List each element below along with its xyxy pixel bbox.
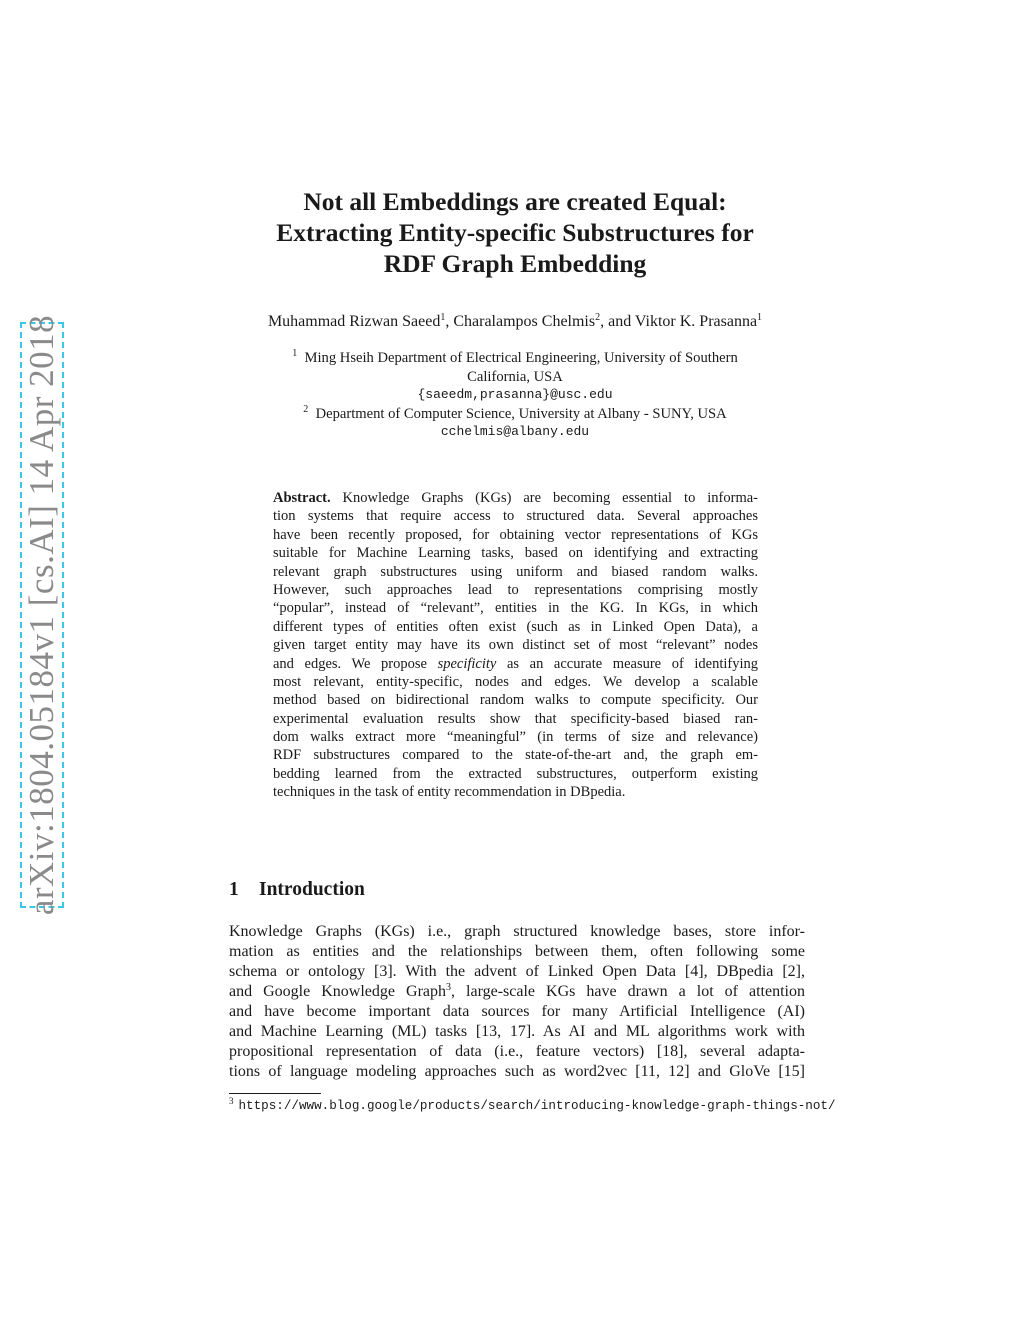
affiliation-number: 2 (303, 403, 309, 415)
title-line: Not all Embeddings are created Equal: (303, 187, 727, 216)
abstract-line: experimental evaluation results show that specificity-based biased ran- (273, 710, 758, 727)
abstract-line: method based on bidirectional random walks to compute specificity. Our (273, 692, 758, 709)
introduction-body (229, 922, 805, 1082)
email-address[interactable]: {saeedm,prasanna}@usc.edu (417, 387, 613, 402)
abstract-line: tion systems that require access to structured data. Several approaches (273, 508, 758, 525)
body-line (229, 982, 805, 1002)
author-name: Charalampos Chelmis (453, 313, 596, 330)
abstract-line: dom walks extract more “meaningful” (in terms of size and relevance) (273, 729, 758, 746)
abstract-line (273, 655, 758, 673)
author-list (160, 313, 870, 331)
body-text: , large-scale KGs have drawn a lot of attention (451, 983, 805, 1000)
paper-title (200, 186, 830, 279)
abstract-line: suitable for Machine Learning tasks, based on identifying and extracting (273, 545, 758, 562)
body-line: Knowledge Graphs (KGs) i.e., graph structured knowledge bases, store infor- (229, 923, 805, 940)
title-line: RDF Graph Embedding (383, 249, 647, 278)
footnote-marker[interactable]: 3 (446, 982, 452, 993)
abstract (273, 489, 758, 802)
affiliations (200, 349, 830, 442)
abstract-text: Knowledge Graphs (KGs) are becoming essential to informa- (342, 490, 758, 506)
body-line: and have become important data sources for many Artificial Intelligence (AI) (229, 1003, 805, 1020)
body-line: propositional representation of data (i.e., feature vectors) [18], several adapta- (229, 1043, 805, 1060)
affiliation-text: Department of Computer Science, University at Albany - SUNY, USA (315, 405, 727, 422)
abstract-line: “popular”, instead of “relevant”, entities in the KG. In KGs, in which (273, 600, 758, 617)
section-heading (229, 879, 365, 901)
section-number: 1 (229, 879, 239, 900)
section-title: Introduction (259, 879, 365, 900)
footnote (229, 1097, 836, 1113)
abstract-text: and edges. We propose (273, 655, 427, 672)
footnote-url[interactable]: https://www.blog.google/products/search/introducing-knowledge-graph-things-not/ (238, 1099, 836, 1113)
affiliation-text-continued: California, USA (467, 368, 563, 385)
body-line: mation as entities and the relationships between them, often following some (229, 943, 805, 960)
affiliation-1 (200, 349, 830, 368)
abstract-line (273, 489, 758, 507)
title-line: Extracting Entity-specific Substructures for (276, 218, 754, 247)
author-name: Viktor K. Prasanna (634, 313, 758, 330)
abstract-line: have been recently proposed, for obtaining vector representations of KGs (273, 526, 758, 543)
body-line: tions of language modeling approaches such as word2vec [11, 12] and GloVe [15] (229, 1063, 805, 1080)
email-address[interactable]: cchelmis@albany.edu (440, 424, 590, 439)
abstract-line: different types of entities often exist (such as in Linked Open Data), a (273, 618, 758, 635)
abstract-line: However, such approaches lead to representations comprising mostly (273, 581, 758, 598)
abstract-text: as an accurate measure of identifying (506, 655, 759, 672)
emphasized-term: specificity (437, 655, 497, 672)
footnote-rule (229, 1093, 321, 1094)
body-text: and Google Knowledge Graph (229, 983, 447, 1000)
author-affiliation-mark: 2 (595, 312, 601, 323)
author-affiliation-mark: 1 (440, 312, 446, 323)
author-separator: , (445, 313, 454, 330)
abstract-line: relevant graph substructures using uniform and biased random walks. (273, 563, 758, 580)
body-line: and Machine Learning (ML) tasks [13, 17]. As AI and ML algorithms work with (229, 1023, 805, 1040)
author-name: Muhammad Rizwan Saeed (267, 313, 441, 330)
abstract-line: given target entity may have its own distinct set of most “relevant” nodes (273, 637, 758, 654)
affiliation-number: 1 (292, 348, 298, 359)
affiliation-text: Ming Hseih Department of Electrical Engineering, University of Southern (304, 350, 738, 366)
abstract-line: bedding learned from the extracted substructures, outperform existing (273, 765, 758, 782)
abstract-line: most relevant, entity-specific, nodes and edges. We develop a scalable (273, 673, 758, 690)
author-affiliation-mark: 1 (757, 312, 763, 323)
footnote-number: 3 (229, 1096, 234, 1106)
abstract-line: techniques in the task of entity recommendation in DBpedia. (273, 784, 626, 801)
affiliation-2 (200, 405, 830, 424)
arxiv-identifier[interactable]: arXiv:1804.05184v1 [cs.AI] 14 Apr 2018 (22, 314, 61, 916)
author-separator: , and (600, 313, 635, 330)
abstract-line: RDF substructures compared to the state-of-the-art and, the graph em- (273, 747, 758, 764)
abstract-label: Abstract. (273, 490, 331, 506)
body-line: schema or ontology [3]. With the advent of Linked Open Data [4], DBpedia [2], (229, 963, 805, 980)
